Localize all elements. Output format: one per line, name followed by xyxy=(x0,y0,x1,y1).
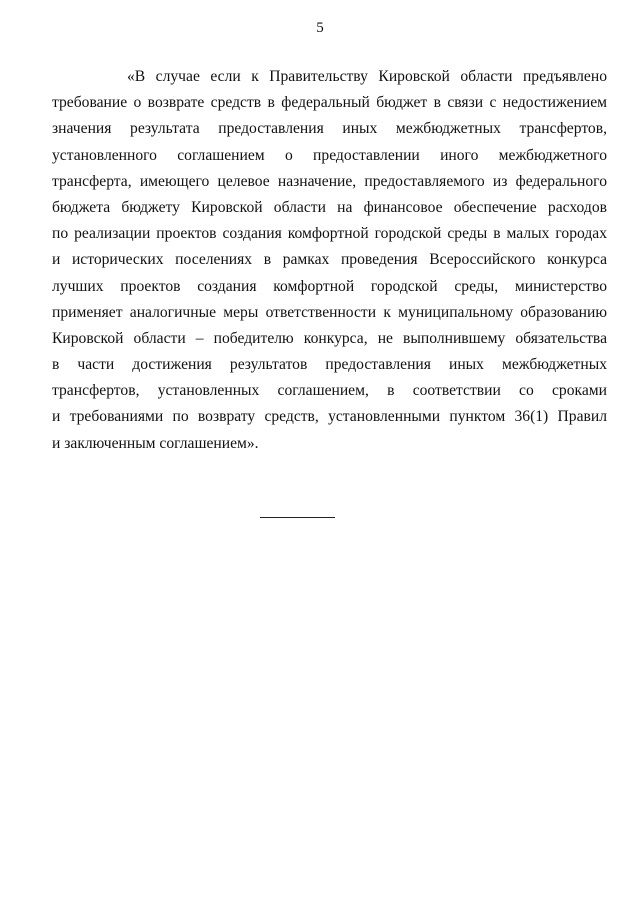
text-line: в части достижения результатов предоставления иных межбюджетных xyxy=(52,356,607,374)
text-line: трансферта, имеющего целевое назначение, предоставляемого из федерального xyxy=(52,172,607,190)
text-line: трансфертов, установленных соглашением, в соответствии со сроками xyxy=(52,382,607,400)
text-line: «В случае если к Правительству Кировской области предъявлено xyxy=(127,68,607,85)
text-line: Кировской области – победителю конкурса, не выполнившему обязательства xyxy=(52,329,607,347)
text-line: лучших проектов создания комфортной городской среды, министерство xyxy=(52,277,607,295)
text-line: бюджета бюджету Кировской области на финансовое обеспечение расходов xyxy=(52,198,607,216)
text-line: применяет аналогичные меры ответственности к муниципальному образованию xyxy=(52,303,607,321)
page-number: 5 xyxy=(316,20,324,36)
text-line: и исторических поселениях в рамках проведения Всероссийского конкурса xyxy=(52,251,607,269)
end-divider xyxy=(260,517,335,518)
body-paragraph xyxy=(52,64,607,457)
text-line: установленного соглашением о предоставлении иного межбюджетного xyxy=(52,146,607,164)
text-line: требование о возврате средств в федеральный бюджет в связи с недостижением xyxy=(52,94,607,112)
text-line: по реализации проектов создания комфортной городской среды в малых городах xyxy=(52,225,607,243)
text-line: и требованиями по возврату средств, установленными пунктом 36(1) Правил xyxy=(52,408,607,426)
text-line: значения результата предоставления иных межбюджетных трансфертов, xyxy=(52,120,607,138)
text-line: и заключенным соглашением». xyxy=(52,434,259,452)
